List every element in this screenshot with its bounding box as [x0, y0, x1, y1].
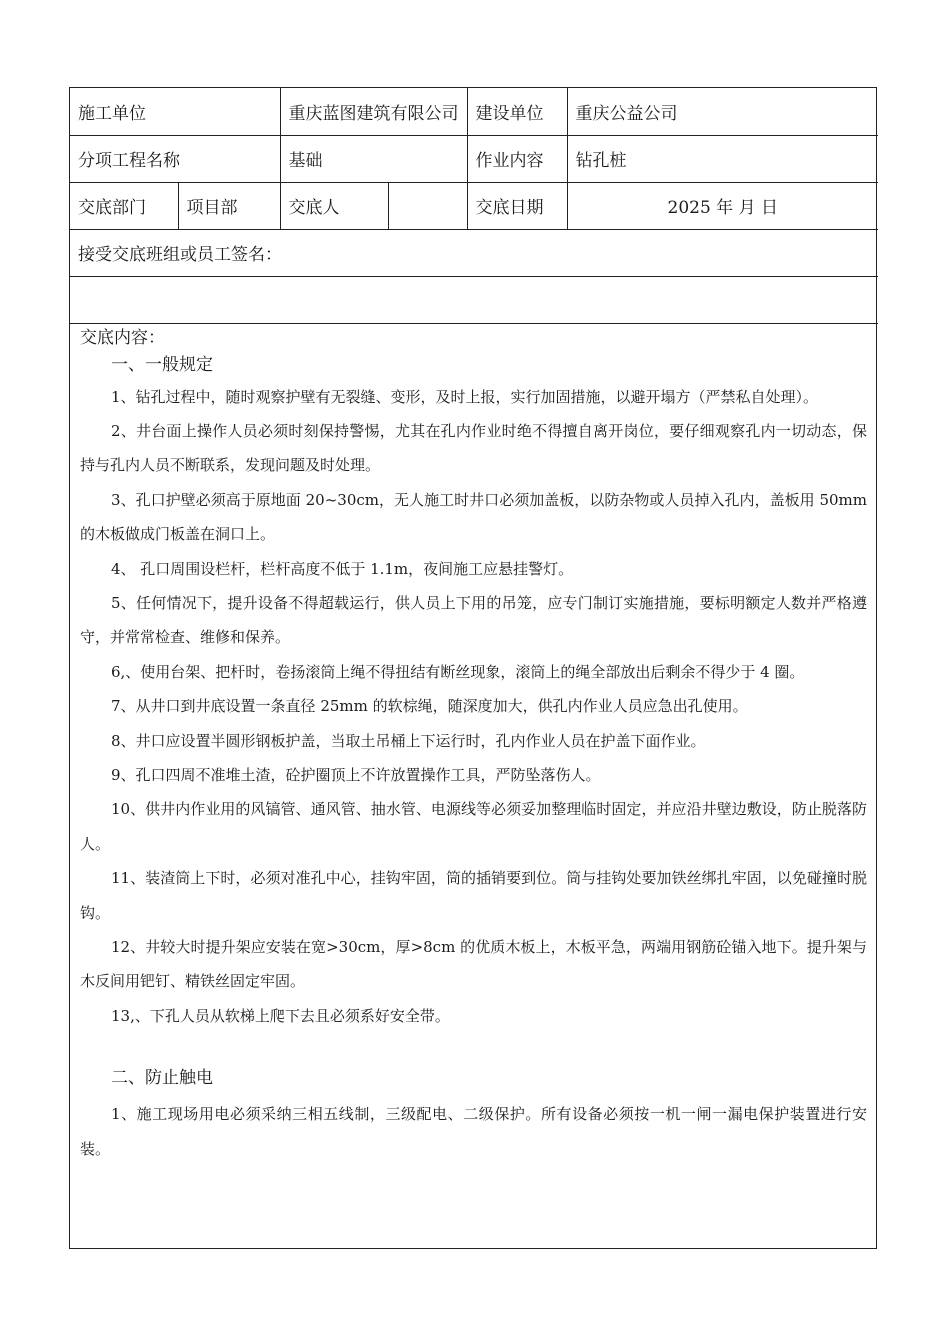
electric-item-1: 1、施工现场用电必须采纳三相五线制，三级配电、二级保护。所有设备必须按一机一闸一漏电保护装置进行安装。 [80, 1105, 867, 1158]
section-general-title: 一、一般规定 [111, 354, 213, 375]
work-content-label: 作业内容 [467, 135, 567, 182]
general-item-10: 10、供井内作业用的风镐管、通风管、抽水管、电源线等必须妥加整理临时固定，并应沿井壁边敷设，防止脱落防人。 [80, 800, 867, 853]
signature-label: 接受交底班组或员工签名： [70, 229, 878, 276]
general-item-3: 3、孔口护壁必须高于原地面 20~30cm，无人施工时井口必须加盖板，以防杂物或人员掉入孔内，盖板用 50mm 的木板做成门板盖在洞口上。 [80, 490, 867, 544]
general-item-1: 1、钻孔过程中，随时观察护壁有无裂缝、变形，及时上报，实行加固措施，以避开塌方（严禁私自处理）。 [111, 387, 819, 406]
general-item-9: 9、孔口四周不准堆土渣，砼护圈顶上不许放置操作工具，严防坠落伤人。 [111, 765, 601, 784]
header-row-disclosure [70, 182, 878, 229]
disclosure-form [69, 87, 877, 1249]
general-item-6: 6,、使用台架、把杆时，卷扬滚筒上绳不得扭结有断丝现象，滚筒上的绳全部放出后剩余不得少于 4 圈。 [111, 662, 805, 681]
construction-unit-value: 重庆蓝图建筑有限公司 [280, 88, 467, 135]
header-row-units [70, 88, 878, 135]
general-item-13: 13,、下孔人员从软梯上爬下去且必须系好安全带。 [111, 1006, 450, 1025]
client-unit-value: 重庆公益公司 [567, 88, 878, 135]
general-item-12: 12、井较大时提升架应安装在宽>30cm，厚>8cm 的优质木板上，木板平急，两端用钢筋砼锚入地下。提升架与木反间用钯钉、精铁丝固定牢固。 [80, 938, 867, 991]
section-spacer [80, 1033, 867, 1059]
person-label: 交底人 [280, 182, 388, 229]
sub-project-value: 基础 [280, 135, 467, 182]
work-content-value: 钻孔桩 [567, 135, 878, 182]
signature-field [70, 276, 878, 323]
general-item-11: 11、装渣筒上下时，必须对准孔中心，挂钩牢固，筒的插销要到位。筒与挂钩处要加铁丝绑扎牢固，以免碰撞时脱钩。 [80, 869, 867, 922]
dept-value: 项目部 [178, 182, 280, 229]
date-label: 交底日期 [467, 182, 567, 229]
header-table [70, 88, 878, 324]
general-item-2: 2、井台面上操作人员必须时刻保持警惕，尤其在孔内作业时绝不得擅自离开岗位，要仔细观察孔内一切动态，保持与孔内人员不断联系，发现问题及时处理。 [80, 421, 867, 475]
general-item-4: 4、 孔口周围设栏杆，栏杆高度不低于 1.1m，夜间施工应悬挂警灯。 [111, 559, 574, 578]
client-unit-label: 建设单位 [467, 88, 567, 135]
section-electric-title: 二、防止触电 [111, 1068, 213, 1089]
disclosure-content [70, 324, 876, 1167]
general-item-5: 5、任何情况下，提升设备不得超载运行，供人员上下用的吊笼，应专门制订实施措施，要标明额定人数并严格遵守，并常常检查、维修和保养。 [80, 593, 867, 647]
content-label: 交底内容： [80, 327, 165, 348]
header-row-signature-label [70, 229, 878, 276]
date-value: 2025 年 月 日 [567, 182, 878, 229]
person-value [388, 182, 467, 229]
header-row-signature-space [70, 276, 878, 323]
construction-unit-label: 施工单位 [70, 88, 280, 135]
dept-label: 交底部门 [70, 182, 178, 229]
general-item-8: 8、井口应设置半圆形钢板护盖，当取土吊桶上下运行时，孔内作业人员在护盖下面作业。 [111, 731, 706, 750]
header-row-project [70, 135, 878, 182]
general-item-7: 7、从井口到井底设置一条直径 25mm 的软棕绳，随深度加大，供孔内作业人员应急出孔使用。 [111, 697, 748, 716]
sub-project-label: 分项工程名称 [70, 135, 280, 182]
